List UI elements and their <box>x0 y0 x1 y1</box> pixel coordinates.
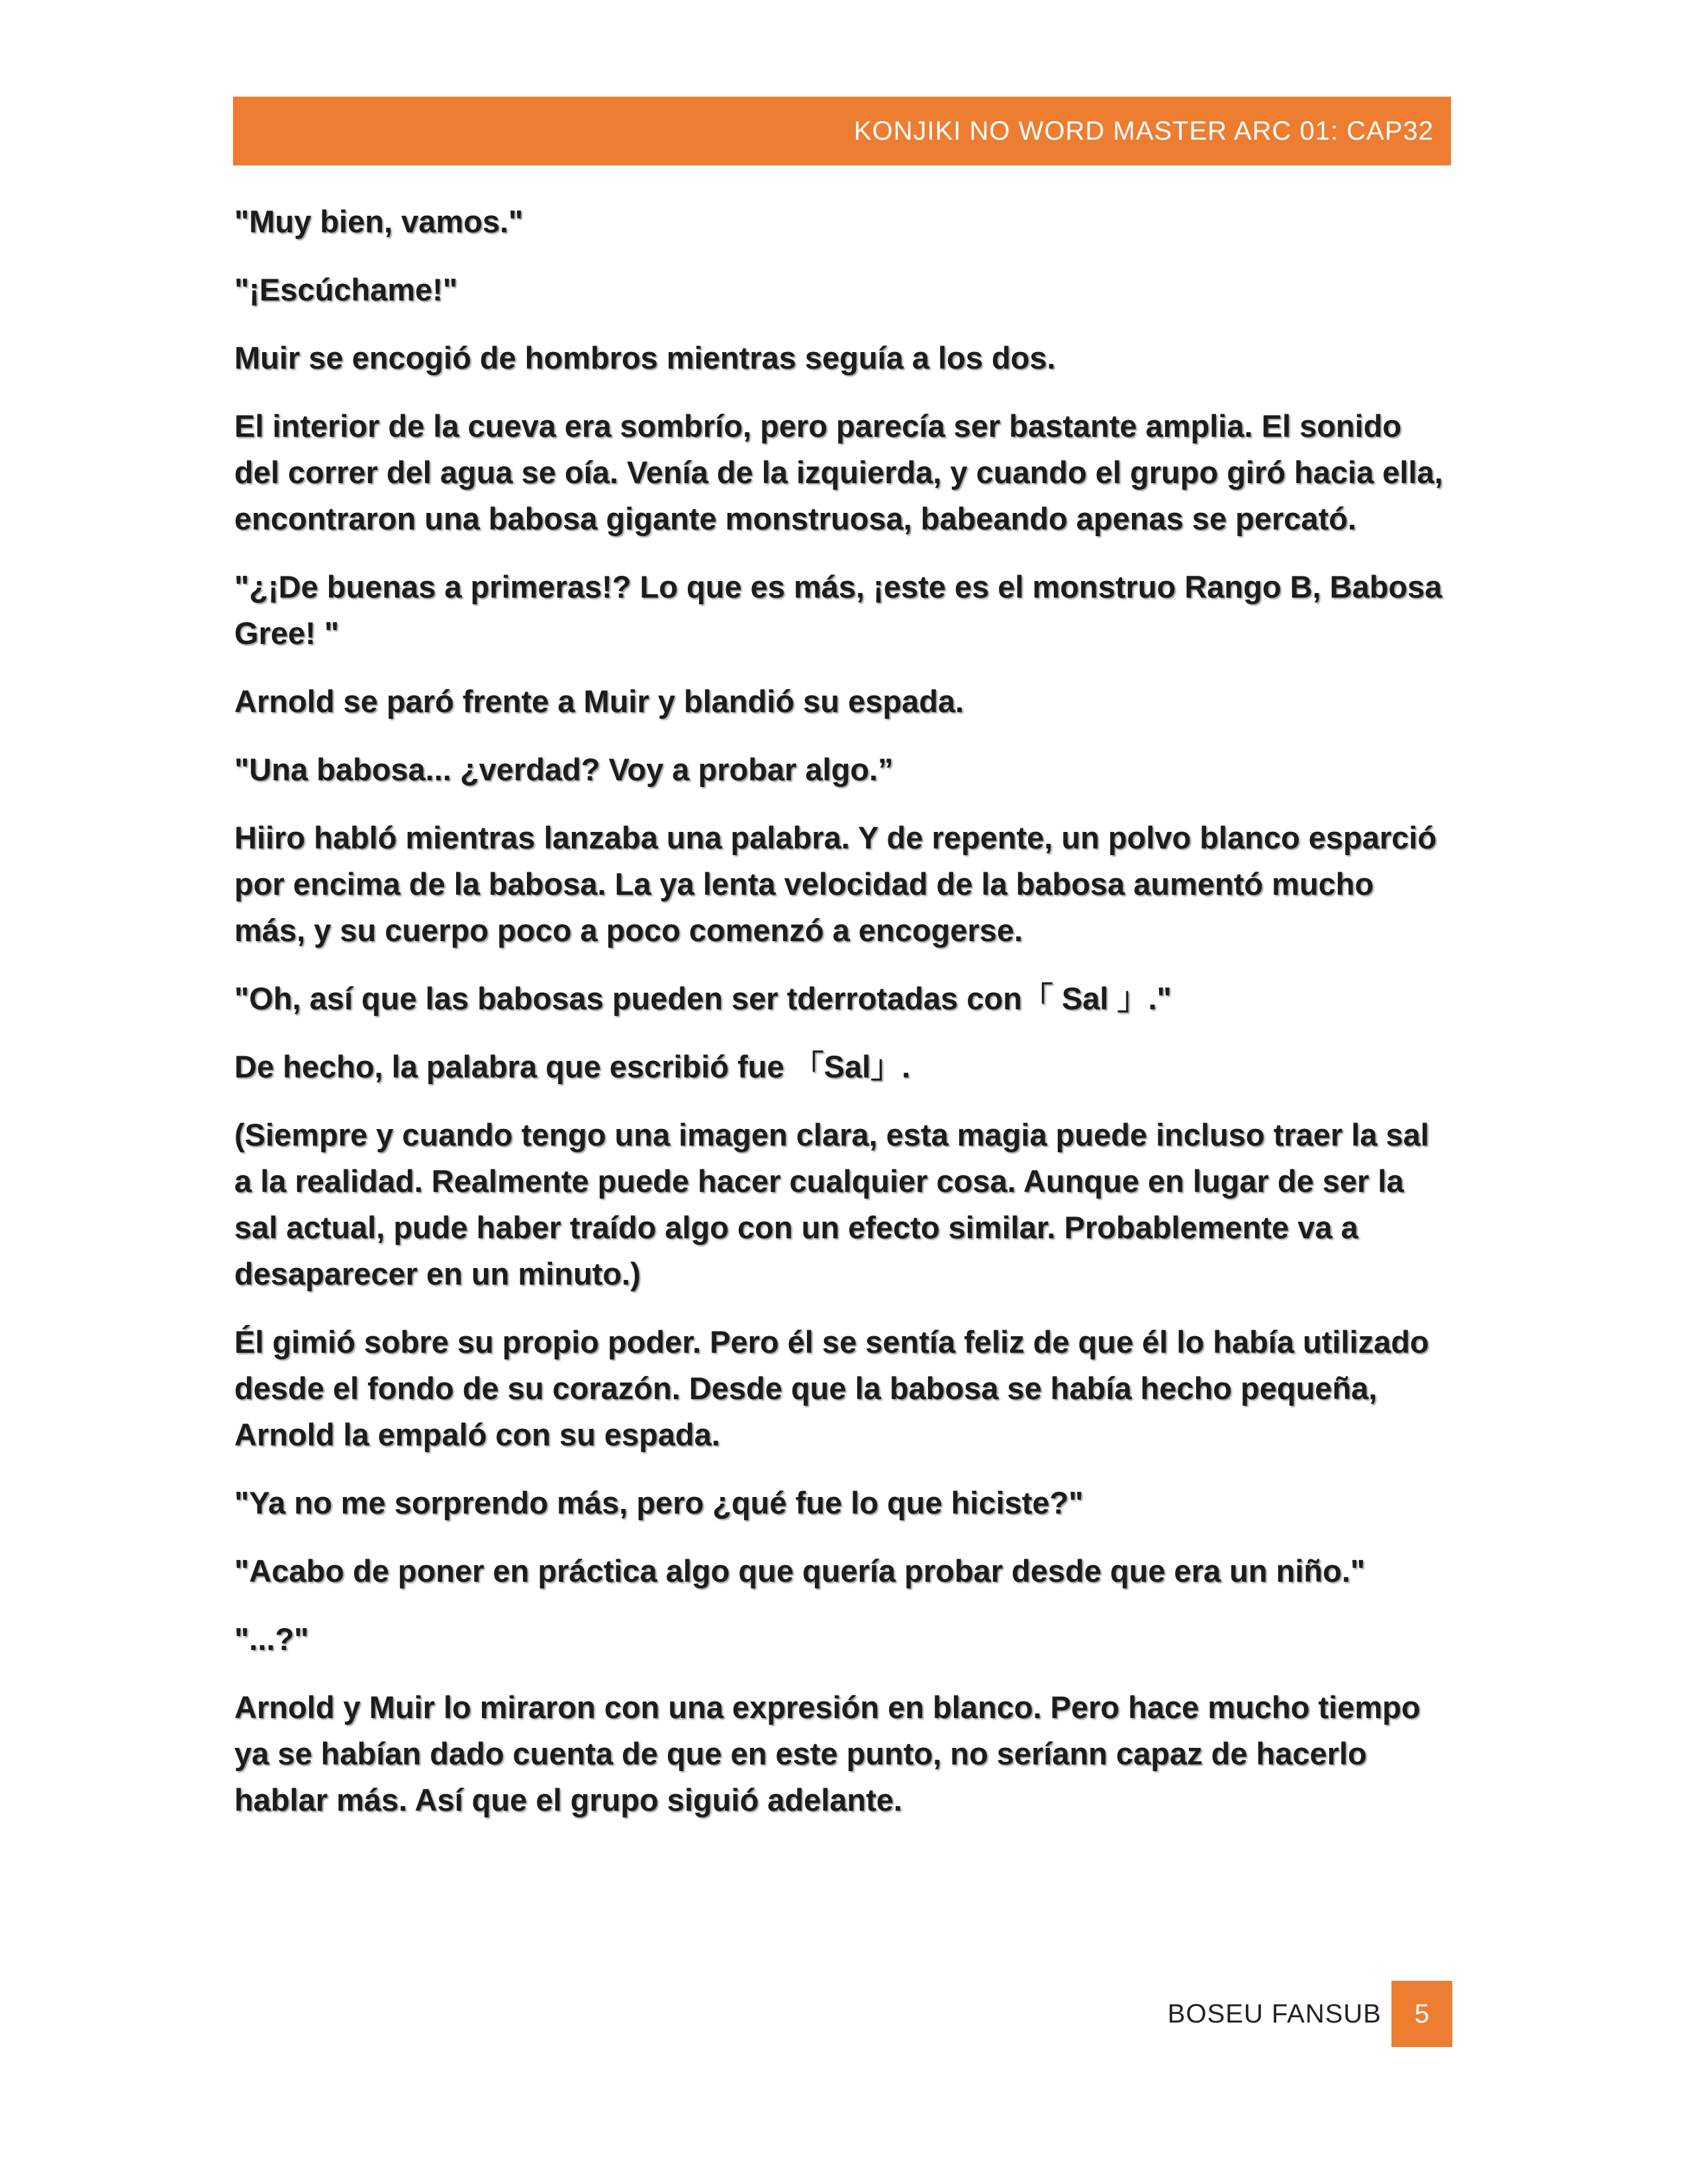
paragraph: "Ya no me sorprendo más, pero ¿qué fue lo que hiciste?" <box>234 1485 1084 1520</box>
paragraph: De hecho, la palabra que escribió fue 「Sal」. <box>234 1049 911 1084</box>
page-number-box <box>1391 1981 1452 2047</box>
header-band <box>233 97 1451 165</box>
paragraph: "¿¡De buenas a primeras!? Lo que es más, ¡este es el monstruo Rango B, Babosa Gree! " <box>234 569 1442 651</box>
paragraph: "Muy bien, vamos." <box>234 204 524 239</box>
footer <box>0 1981 1688 2047</box>
paragraph: Arnold y Muir lo miraron con una expresión en blanco. Pero hace mucho tiempo ya se habían dado cuenta de que en este punto, no seríann capaz de hacerlo hablar más. Así que el grupo siguió adelante. <box>234 1690 1421 1817</box>
paragraph: "¡Escúchame!" <box>234 272 458 307</box>
page-number: 5 <box>1414 1999 1430 2028</box>
paragraph: Hiiro habló mientras lanzaba una palabra. Y de repente, un polvo blanco esparció por encima de la babosa. La ya lenta velocidad de la babosa aumentó mucho más, y su cuerpo poco a poco comenzó a encogerse. <box>234 820 1437 948</box>
header-title: KONJIKI NO WORD MASTER ARC 01: CAP32 <box>853 116 1434 146</box>
paragraph: "...?" <box>234 1621 309 1657</box>
paragraph: Muir se encogió de hombros mientras seguía a los dos. <box>234 340 1056 375</box>
paragraph: Él gimió sobre su propio poder. Pero él se sentía feliz de que él lo había utilizado desde el fondo de su corazón. Desde que la babosa se había hecho pequeña, Arnold la empaló con su espada. <box>234 1324 1429 1452</box>
paragraph: (Siempre y cuando tengo una imagen clara, esta magia puede incluso traer la sal a la realidad. Realmente puede hacer cualquier cosa. Aunque en lugar de ser la sal actual, pude haber traído algo con un efecto similar. Probablemente va a desaparecer en un minuto.) <box>234 1117 1429 1291</box>
body-text <box>234 199 1452 1845</box>
paragraph: El interior de la cueva era sombrío, pero parecía ser bastante amplia. El sonido del correr del agua se oía. Venía de la izquierda, y cuando el grupo giró hacia ella, encontraron una babosa gigante monstruosa, babeando apenas se percató. <box>234 408 1443 536</box>
paragraph: "Una babosa... ¿verdad? Voy a probar algo.” <box>234 752 894 787</box>
paragraph: "Oh, así que las babosas pueden ser tderrotadas con「 Sal 」." <box>234 981 1172 1016</box>
footer-label: BOSEU FANSUB <box>1167 1999 1382 2028</box>
paragraph: "Acabo de poner en práctica algo que quería probar desde que era un niño." <box>234 1553 1366 1588</box>
paragraph: Arnold se paró frente a Muir y blandió su espada. <box>234 684 964 719</box>
